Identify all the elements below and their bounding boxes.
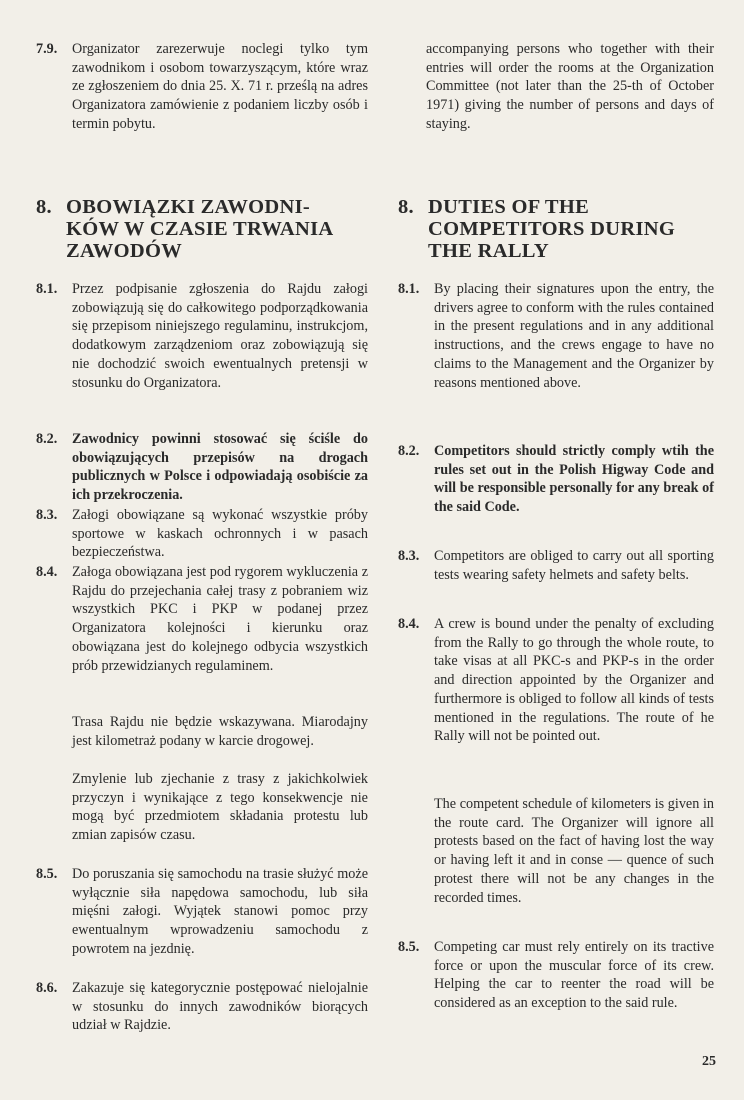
paragraph-text: Przez podpisanie zgłoszenia do Rajdu załogi zobowiązują się do całkowitego podporządkowania się przepisom niniejszego regulaminu, instrukcjom, dodatkowym zarządzeniom oraz zobowiązują się nie dochodzić swoich ewentualnych pretensji w stosunku do Organizatora. [72,281,368,391]
paragraph-text: A crew is bound under the penalty of excluding from the Rally to go through the whole route, to take visas at all PKC-s and PKP-s in the order and direction appointed by the Organizer and furthermore is obliged to follow all kinds of tests mentioned in the regulations. The route of he Rally will not be pointed out. [434,616,714,745]
paragraph-7-9-english: accompanying persons who together with their entries will order the rooms at the Organization Committee (not later than the 25-th of October 1971) giving the number of persons and days of staying. [426,41,714,132]
page-number: 25 [702,1054,716,1069]
paragraph-text: Competitors are obliged to carry out all sporting tests wearing safety helmets and safety belts. [434,548,714,583]
paragraph-7-9 [36,40,368,134]
paragraph-number: 8.5. [398,939,420,955]
paragraph-number: 8.4. [36,564,58,580]
section-number: 8. [36,196,52,218]
section-number: 8. [398,196,414,218]
paragraph-8-1 [36,280,368,392]
paragraph-8-3-english [398,547,714,584]
paragraph-text: Zakazuje się kategorycznie postępować nielojalnie w stosunku do innych zawodników biorących udział w Rajdzie. [72,980,368,1034]
paragraph-number: 7.9. [36,41,58,57]
section-heading-polish [36,196,368,262]
paragraph-8-6 [36,979,368,1035]
paragraph-number: 8.2. [36,431,58,447]
paragraph-8-4-route: Trasa Rajdu nie będzie wskazywana. Miarodajny jest kilometraż podany w karcie drogowej. [72,714,368,749]
paragraph-8-4-english [398,615,714,746]
paragraph-number: 8.5. [36,866,58,882]
paragraph-text: Załoga obowiązana jest pod rygorem wykluczenia z Rajdu do przejechania całej trasy z pobraniem wiz wszystkich PKC i PKP w podanej przez Organizatora kolejności i kierunku oraz obowiązana jest do kolejnego odbycia wszystkich prób przewidzianych regulaminem. [72,564,368,674]
paragraph-number: 8.1. [36,281,58,297]
paragraph-8-1-english [398,280,714,392]
paragraph-text: Competing car must rely entirely on its tractive force or upon the muscular force of its crew. Helping the car to reenter the road will be considered as an exception to the said rule. [434,939,714,1012]
paragraph-number: 8.6. [36,980,58,996]
paragraph-8-5 [36,865,368,959]
section-title: OBOWIĄZKI ZAWODNI- KÓW W CZASIE TRWANIA ZAWODÓW [66,196,334,262]
paragraph-number: 8.4. [398,616,420,632]
paragraph-8-4-protest: Zmylenie lub zjechanie z trasy z jakichkolwiek przyczyn i wynikające z tego konsekwencje nie mogą być przedmiotem składania protestu lub zmian zapisów czasu. [72,771,368,844]
paragraph-number: 8.3. [398,548,420,564]
paragraph-8-2 [36,430,368,505]
paragraph-text: Załogi obowiązane są wykonać wszystkie próby sportowe w kaskach ochronnych i w pasach bezpieczeństwa. [72,507,368,561]
paragraph-text: By placing their signatures upon the entry, the drivers agree to conform with the rules contained in the present regulations and in any additional instructions, and the crews engage to have no claims to the Management and the Organizer by reasons mentioned above. [434,281,714,391]
section-title: DUTIES OF THE COMPETITORS DURING THE RALLY [428,196,676,262]
paragraph-8-5-english [398,938,714,1013]
paragraph-number: 8.3. [36,507,58,523]
section-heading-english [398,196,714,262]
paragraph-8-4-english-schedule: The competent schedule of kilometers is given in the route card. The Organizer will ignore all protests based on the fact of having lost the way or having left it and in conse — quence of such protest there will not be any changes in the recorded times. [434,796,714,906]
paragraph-text: Competitors should strictly comply wtih the rules set out in the Polish Higway Code and will be responsible personally for any break of the said Code. [434,443,714,516]
paragraph-number: 8.1. [398,281,420,297]
paragraph-text: Organizator zarezerwuje noclegi tylko tym zawodnikom i osobom towarzyszącym, które wraz ze zgłoszeniem do dnia 25. X. 71 r. prześlą na adres Organizatora zamówienie z podaniem liczby osób i termin pobytu. [72,41,368,132]
paragraph-8-4 [36,563,368,675]
paragraph-8-2-english [398,442,714,517]
paragraph-8-3 [36,506,368,562]
paragraph-text: Do poruszania się samochodu na trasie służyć może wyłącznie siła napędowa samochodu, lub siła mięśni załogi. Wyjątek stanowi pomoc przy ewentualnym wprowadzeniu samochodu z powrotem na jezdnię. [72,866,368,957]
paragraph-text: Zawodnicy powinni stosować się ściśle do obowiązujących przepisów na drogach publicznych w Polsce i odpowiadają osobiście za ich przekroczenia. [72,431,368,504]
paragraph-number: 8.2. [398,443,420,459]
